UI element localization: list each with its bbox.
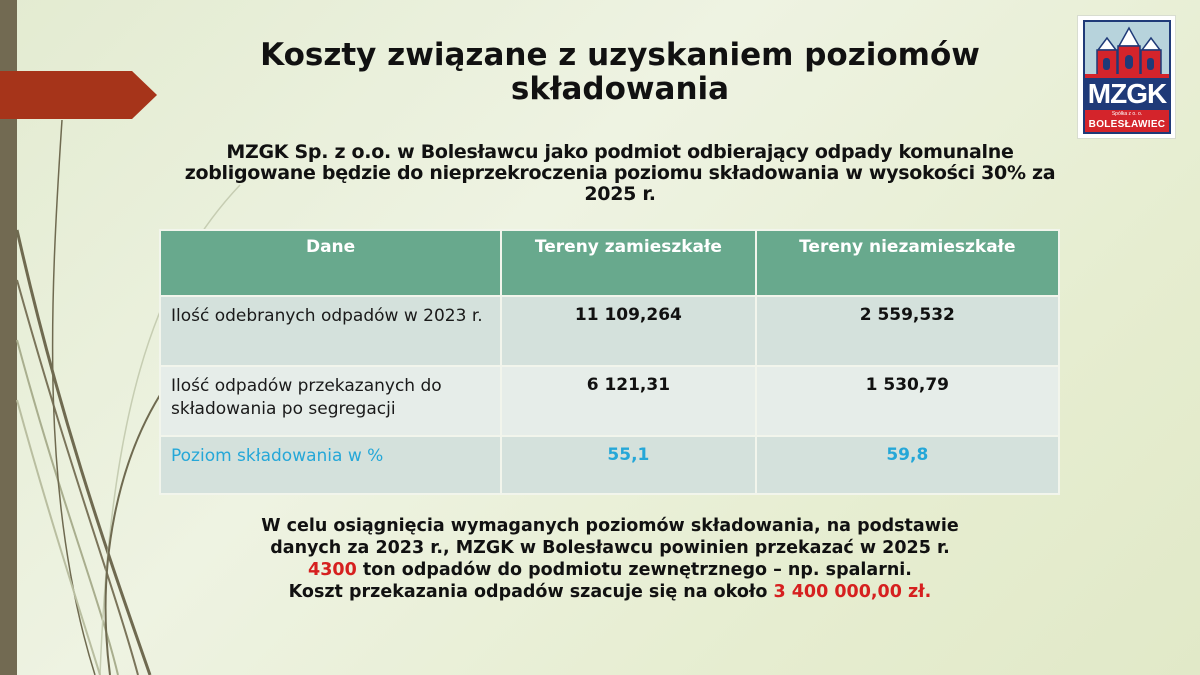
- summary-line-2: danych za 2023 r., MZGK w Bolesławcu powinien przekazać w 2025 r.: [270, 538, 950, 558]
- header-dane: Dane: [160, 230, 501, 296]
- cell-niezamieszkale: 1 530,79: [756, 366, 1059, 436]
- summary-line-1: W celu osiągnięcia wymaganych poziomów składowania, na podstawie: [261, 516, 959, 536]
- mzgk-logo: [1077, 15, 1176, 139]
- row-label: Poziom składowania w %: [160, 436, 501, 494]
- cell-niezamieszkale: 59,8: [756, 436, 1059, 494]
- slide-title: Koszty związane z uzyskaniem poziomów składowania: [260, 37, 980, 107]
- summary-paragraph: [190, 515, 1030, 603]
- intro-paragraph: MZGK Sp. z o.o. w Bolesławcu jako podmiot odbierający odpady komunalne zobligowane będzie do nieprzekroczenia poziomu składowania w wysokości 30% za 2025 r.: [184, 141, 1056, 205]
- summary-line-4-text: Koszt przekazania odpadów szacuje się na około: [288, 582, 774, 602]
- arrow-tab-decoration: [0, 71, 157, 119]
- logo-subtitle: Spółka z o. o.: [1111, 111, 1143, 117]
- logo-name: MZGK: [1085, 78, 1169, 110]
- row-label: Ilość odpadów przekazanych do składowania po segregacji: [160, 366, 501, 436]
- summary-line-3: [190, 559, 1030, 581]
- header-tereny-niezamieszkale: Tereny niezamieszkałe: [756, 230, 1059, 296]
- tonnage-highlight: 4300: [308, 560, 357, 580]
- table-row: [160, 296, 1059, 366]
- cell-zamieszkale: 11 109,264: [501, 296, 755, 366]
- logo-city: BOLESŁAWIEC: [1088, 119, 1166, 130]
- header-tereny-zamieszkale: Tereny zamieszkałe: [501, 230, 755, 296]
- cell-zamieszkale: 55,1: [501, 436, 755, 494]
- cell-zamieszkale: 6 121,31: [501, 366, 755, 436]
- cost-highlight: 3 400 000,00 zł.: [773, 582, 932, 602]
- table-header-row: [160, 230, 1059, 296]
- logo-footer: [1085, 110, 1169, 134]
- summary-line-4: [190, 581, 1030, 603]
- table-row: [160, 436, 1059, 494]
- castle-towers-icon: [1085, 22, 1171, 80]
- table-row: [160, 366, 1059, 436]
- cell-niezamieszkale: 2 559,532: [756, 296, 1059, 366]
- waste-data-table: [159, 229, 1060, 495]
- row-label: Ilość odebranych odpadów w 2023 r.: [160, 296, 501, 366]
- summary-line-3-text: ton odpadów do podmiotu zewnętrznego – np. spalarni.: [356, 560, 912, 580]
